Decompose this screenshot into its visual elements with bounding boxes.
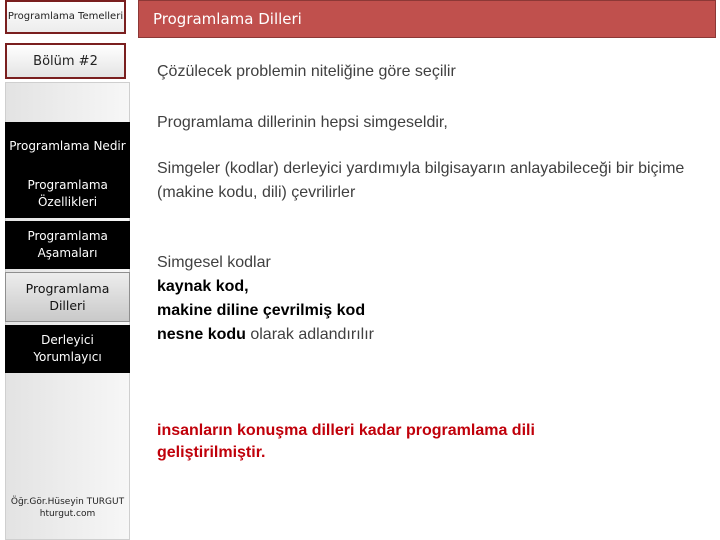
- sidebar-item-programlama-nedir[interactable]: [5, 122, 130, 170]
- sidebar-item-programlama-dilleri[interactable]: [5, 272, 130, 322]
- chapter-box: [5, 43, 126, 79]
- paragraph-4-rest: olarak adlandırılır: [245, 326, 374, 343]
- paragraph-4: [157, 251, 697, 347]
- highlight-statement: insanların konuşma dilleri kadar programlama dili geliştirilmiştir.: [157, 422, 535, 461]
- sidebar-item-label: Programlama Aşamaları: [27, 229, 108, 260]
- paragraph-4-line-1: Simgesel kodlar: [157, 254, 271, 271]
- course-title: Programlama Temelleri: [7, 11, 124, 22]
- sidebar-item-programlama-ozellikleri[interactable]: [5, 170, 130, 218]
- paragraph-4-line-2: kaynak kod,: [157, 278, 249, 295]
- sidebar-item-label: Derleyici Yorumlayıcı: [33, 333, 102, 364]
- slide-header: [138, 0, 716, 38]
- chapter-label: Bölüm #2: [33, 53, 98, 69]
- paragraph-4-line-4: [157, 323, 697, 347]
- paragraph-2: Programlama dillerinin hepsi simgeseldir,: [157, 114, 448, 131]
- sidebar-item-derleyici-yorumlayici[interactable]: [5, 325, 130, 373]
- sidebar-item-label: Programlama Özellikleri: [27, 178, 108, 209]
- author-website[interactable]: hturgut.com: [39, 509, 96, 519]
- author-info: [5, 496, 130, 520]
- sidebar-item-label: Programlama Dilleri: [25, 281, 110, 313]
- paragraph-4-line-3: makine diline çevrilmiş kod: [157, 302, 366, 319]
- paragraph-4-bold-term: nesne kodu: [157, 326, 246, 343]
- sidebar: [5, 0, 130, 540]
- paragraph-3: Simgeler (kodlar) derleyici yardımıyla bilgisayarın anlayabileceği bir biçime (makine kodu, dili) çevrilirler: [157, 160, 685, 201]
- slide-title: Programlama Dilleri: [153, 10, 302, 28]
- course-title-box: [5, 0, 126, 34]
- paragraph-1: Çözülecek problemin niteliğine göre seçilir: [157, 63, 456, 80]
- author-name: Öğr.Gör.Hüseyin TURGUT: [10, 497, 125, 507]
- sidebar-item-programlama-asamalari[interactable]: [5, 221, 130, 269]
- sidebar-item-label: Programlama Nedir: [9, 138, 126, 153]
